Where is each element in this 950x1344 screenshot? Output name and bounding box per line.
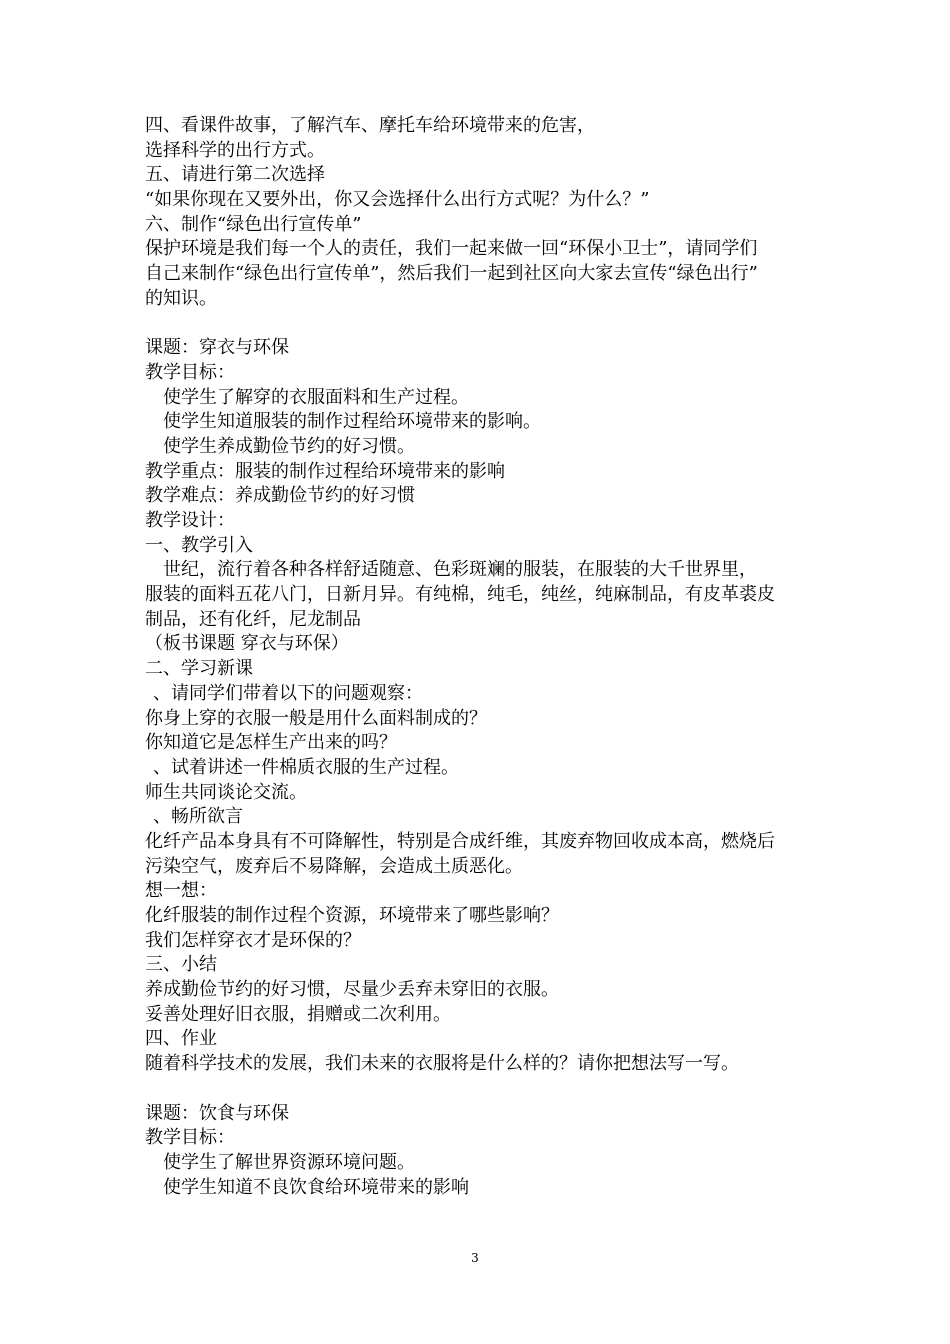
section-heading: 三、小结 [145,954,217,976]
text-line: 化纤产品本身具有不可降解性，特别是合成纤维，其废弃物回收成本高，燃烧后 [145,830,775,852]
text-line: （板书课题 穿衣与环保） [145,633,349,655]
blank-line [145,1077,815,1102]
page-number: 3 [471,1251,479,1265]
section-heading: 四、作业 [145,1028,217,1050]
text-line: 污染空气，废弃后不易降解，会造成土质恶化。 [145,855,523,877]
text-line: “如果你现在又要外出，你又会选择什么出行方式呢？为什么？” [145,189,650,211]
text-line: 妥善处理好旧衣服，捐赠或二次利用。 [145,1003,451,1025]
text-line: 保护环境是我们每一个人的责任，我们一起来做一回“环保小卫士”，请同学们 [145,238,758,260]
text-line: 、畅所欲言 [153,806,243,828]
objective-item: 使学生了解世界资源环境问题。 [163,1151,415,1173]
section-heading: 六、制作“绿色出行宣传单” [145,213,362,235]
text-line: 教学目标： [145,361,235,383]
text-line: 制品，还有化纤，尼龙制品 [145,608,361,630]
objective-item: 使学生了解穿的衣服面料和生产过程。 [163,386,469,408]
objective-item: 使学生知道不良饮食给环境带来的影响 [163,1176,469,1198]
section-heading: 五、请进行第二次选择 [145,164,325,186]
text-line: 选择科学的出行方式。 [145,139,325,161]
lesson-title: 课题：饮食与环保 [145,1102,289,1124]
text-line: 教学设计： [145,510,235,531]
text-line: 教学难点：养成勤俭节约的好习惯 [145,485,415,507]
text-line: 养成勤俭节约的好习惯，尽量少丢弃未穿旧的衣服。 [145,979,559,1001]
text-line: 教学目标： [145,1127,235,1149]
lesson-title: 课题：穿衣与环保 [145,337,289,359]
blank-line [145,312,815,337]
text-line: 服装的面料五花八门，日新月异。有纯棉，纯毛，纯丝，纯麻制品，有皮革裘皮 [145,584,775,606]
text-line: 你知道它是怎样生产出来的吗？ [145,732,397,754]
text-line: 想一想： [145,880,217,902]
text-line: 、试着讲述一件棉质衣服的生产过程。 [153,756,459,778]
text-line: 自己来制作“绿色出行宣传单”，然后我们一起到社区向大家去宣传“绿色出行” [145,263,758,285]
objective-item: 使学生养成勤俭节约的好习惯。 [163,435,415,457]
objective-item: 使学生知道服装的制作过程给环境带来的影响。 [163,411,541,433]
text-line: 世纪，流行着各种各样舒适随意、色彩斑斓的服装，在服装的大千世界里， [163,559,757,581]
page-body [145,114,815,1200]
text-line: 四、看课件故事，了解汽车、摩托车给环境带来的危害， [145,115,595,136]
text-line: 的知识。 [145,287,217,309]
text-line: 我们怎样穿衣才是环保的？ [145,929,361,951]
text-line: 随着科学技术的发展，我们未来的衣服将是什么样的？请你把想法写一写。 [145,1053,739,1075]
text-line: 化纤服装的制作过程个资源，环境带来了哪些影响？ [145,905,559,926]
text-line: 师生共同谈论交流。 [145,781,307,803]
text-line: 、请同学们带着以下的问题观察： [153,682,423,704]
section-heading: 一、教学引入 [145,534,253,556]
text-line: 教学重点：服装的制作过程给环境带来的影响 [145,460,505,482]
text-line: 你身上穿的衣服一般是用什么面料制成的？ [145,707,487,729]
section-heading: 二、学习新课 [145,658,253,680]
